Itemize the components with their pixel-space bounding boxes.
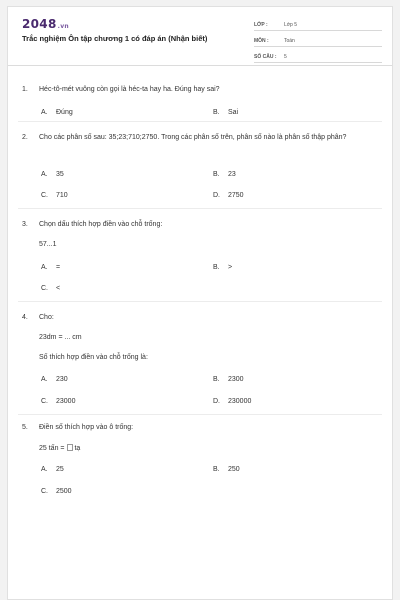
option-text: Đúng [56, 109, 73, 116]
option-text: 710 [56, 192, 68, 199]
option-letter: A. [41, 264, 48, 271]
option-b[interactable] [213, 376, 244, 383]
option-text: 2500 [56, 488, 72, 495]
question-number: 2. [22, 134, 28, 141]
option-c[interactable] [41, 192, 68, 199]
question-expression: 57...1 [39, 241, 57, 248]
option-letter: D. [213, 192, 220, 199]
option-c[interactable] [41, 398, 75, 405]
option-letter: B. [213, 376, 220, 383]
option-letter: A. [41, 466, 48, 473]
logo-suffix: .vn [57, 23, 69, 30]
quiz-title: Trắc nghiệm Ôn tập chương 1 có đáp án (Nhận biết) [22, 34, 208, 43]
quiz-meta [254, 17, 382, 65]
meta-label: MÔN : [254, 38, 269, 44]
question-text: Cho: [39, 314, 54, 321]
option-text: 250 [228, 466, 240, 473]
meta-value: Lớp 5 [284, 22, 298, 28]
option-text: > [228, 264, 233, 271]
option-text: 2300 [228, 376, 244, 383]
question-text: Cho các phân số sau: 35;23;710;2750. Trong các phân số trên, phân số nào là phân số thập phân? [39, 134, 347, 141]
option-letter: C. [41, 398, 48, 405]
expression-left: 25 tấn = [39, 445, 67, 452]
option-b[interactable] [213, 171, 236, 178]
option-c[interactable] [41, 285, 60, 292]
option-letter: A. [41, 376, 48, 383]
meta-value: 5 [284, 54, 287, 60]
meta-row-grade [254, 17, 382, 31]
option-letter: A. [41, 171, 48, 178]
option-a[interactable] [41, 171, 64, 178]
question-divider [18, 208, 382, 209]
option-text: 25 [56, 466, 64, 473]
option-text: 23 [228, 171, 236, 178]
option-letter: B. [213, 109, 220, 116]
option-text: 230 [56, 376, 68, 383]
option-b[interactable] [213, 109, 238, 116]
question-divider [18, 121, 382, 122]
option-letter: B. [213, 171, 220, 178]
option-a[interactable] [41, 466, 64, 473]
option-letter: C. [41, 192, 48, 199]
option-letter: A. [41, 109, 48, 116]
worksheet-header [8, 7, 392, 66]
question-text: Héc-tô-mét vuông còn gọi là héc-ta hay ha. Đúng hay sai? [39, 86, 220, 93]
question-expression: 23dm = ... cm [39, 334, 82, 341]
question-expression [39, 444, 80, 452]
question-number: 1. [22, 86, 28, 93]
option-text: Sai [228, 109, 239, 116]
option-d[interactable] [213, 398, 251, 405]
meta-value: Toán [284, 38, 295, 44]
meta-row-count [254, 49, 382, 63]
option-b[interactable] [213, 466, 240, 473]
question-text: Điền số thích hợp vào ô trống: [39, 424, 134, 431]
option-a[interactable] [41, 264, 60, 271]
option-letter: B. [213, 264, 220, 271]
question-prompt: Số thích hợp điền vào chỗ trống là: [39, 354, 148, 361]
question-divider [18, 414, 382, 415]
worksheet-page [7, 6, 393, 600]
option-a[interactable] [41, 109, 73, 116]
option-d[interactable] [213, 192, 244, 199]
option-letter: D. [213, 398, 220, 405]
blank-box[interactable] [67, 444, 73, 451]
question-number: 5. [22, 424, 28, 431]
meta-row-subject [254, 33, 382, 47]
question-text: Chọn dấu thích hợp điền vào chỗ trống: [39, 221, 163, 228]
option-text: < [56, 285, 61, 292]
meta-label: SỐ CÂU : [254, 54, 277, 60]
question-divider [18, 301, 382, 302]
meta-label: LỚP : [254, 22, 268, 28]
option-a[interactable] [41, 376, 68, 383]
option-letter: C. [41, 488, 48, 495]
expression-unit: tạ [74, 445, 81, 452]
site-logo[interactable] [22, 17, 69, 31]
logo-text: 2048 [22, 17, 57, 31]
question-number: 4. [22, 314, 28, 321]
option-b[interactable] [213, 264, 232, 271]
option-text: 35 [56, 171, 64, 178]
option-text: 2750 [228, 192, 244, 199]
option-c[interactable] [41, 488, 72, 495]
option-text: 230000 [228, 398, 252, 405]
option-text: = [56, 264, 61, 271]
option-letter: B. [213, 466, 220, 473]
option-letter: C. [41, 285, 48, 292]
question-number: 3. [22, 221, 28, 228]
option-text: 23000 [56, 398, 76, 405]
